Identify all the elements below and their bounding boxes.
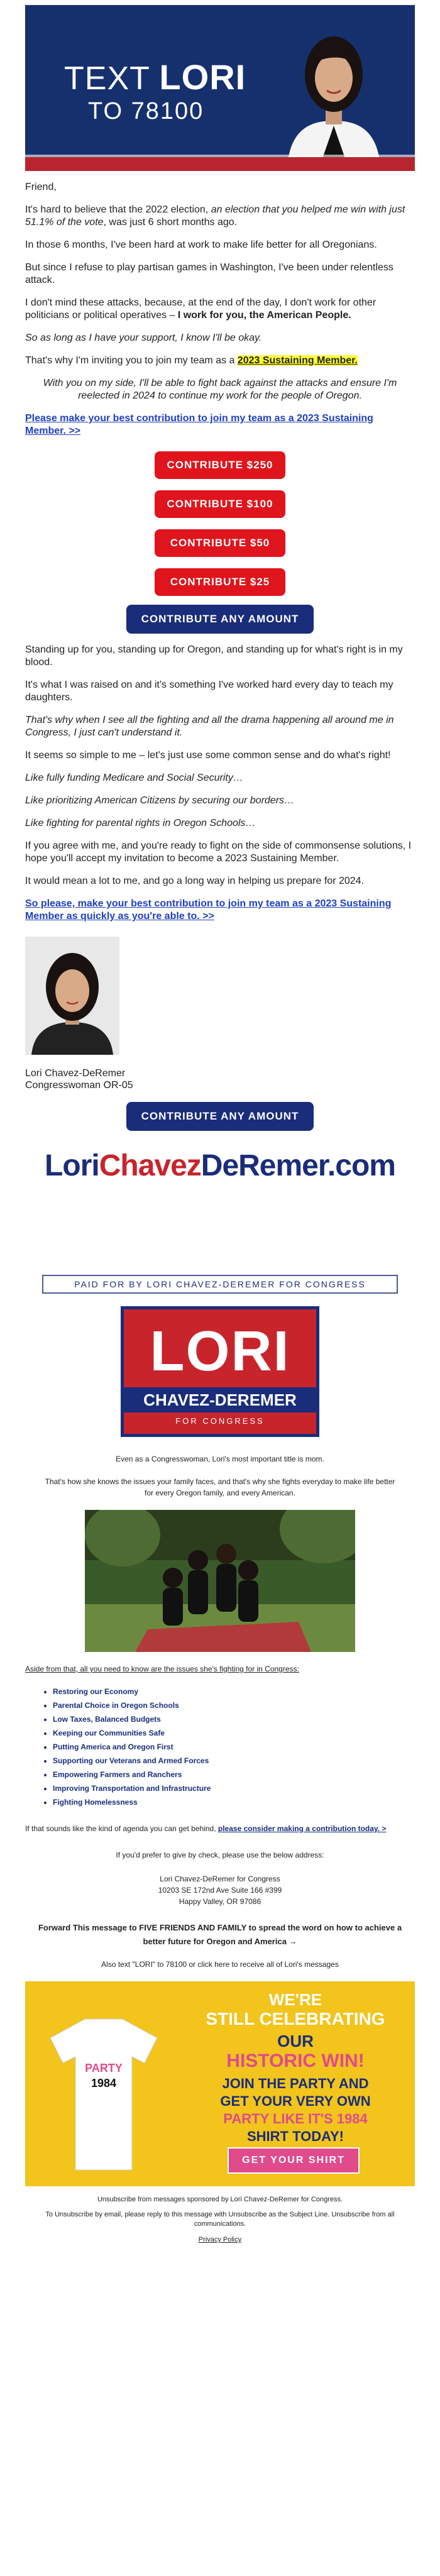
list-item: • Empowering Farmers and Ranchers (53, 1768, 415, 1781)
candidate-photo (274, 20, 393, 171)
paragraph: It seems so simple to me – let's just use some common sense and do what's right! (25, 750, 391, 761)
list-item: • Parental Choice in Oregon Schools (53, 1698, 415, 1712)
text-lori-banner[interactable] (25, 5, 415, 171)
footer-issues-intro: Aside from that, all you need to know are the issues she's fighting for in Congress: (25, 1665, 299, 1673)
paragraph: If you agree with me, and you're ready to fight on the side of commonsense solutions, I hope you'll accept my invitation to become a 2023 Sustaining Member. (25, 840, 412, 864)
contribute-250-button[interactable]: CONTRIBUTE $250 (155, 451, 285, 479)
sustaining-member-highlight: 2023 Sustaining Member. (237, 355, 358, 366)
footer-family: That's how she knows the issues your family faces, and that's why she fights everyday to make life better for every Oregon family, and every American. (45, 1477, 395, 1497)
contribute-link-1[interactable]: Please make your best contribution to join my team as a 2023 Sustaining Member. >> (25, 413, 373, 436)
forward-message: Forward This message to FIVE FRIENDS AND FAMILY to spread the word on how to achieve a better future for Oregon and America → (38, 1923, 402, 1946)
email-body (25, 5, 415, 2245)
footer-check: If you'd prefer to give by check, please use the below address: (116, 1851, 324, 1859)
list-item: • Low Taxes, Balanced Budgets (53, 1712, 415, 1726)
footer-mom: Even as a Congresswoman, Lori's most important title is mom. (116, 1455, 324, 1463)
contribute-50-button[interactable]: CONTRIBUTE $50 (155, 529, 285, 557)
quote-paragraph: With you on my side, I'll be able to fight back against the attacks and ensure I'm reelected in 2024 to continue my work for the people of Oregon. (43, 378, 397, 401)
paid-for-by-notice: PAID FOR BY LORI CHAVEZ-DEREMER FOR CONGRESS (42, 1275, 398, 1294)
list-item: • Improving Transportation and Infrastructure (53, 1781, 415, 1795)
list-item: • Restoring our Economy (53, 1685, 415, 1698)
contribute-link-2[interactable]: So please, make your best contribution to join my team as a 2023 Sustaining Member as quickly as you're able to. >> (25, 898, 392, 922)
paragraph: But since I refuse to play partisan games in Washington, I've been under relentless attack. (25, 262, 393, 285)
paragraph: In those 6 months, I've been hard at work to make life better for all Oregonians. (25, 239, 377, 250)
campaign-logo: LORI CHAVEZ-DEREMER FOR CONGRESS (121, 1306, 319, 1437)
paragraph: Like fully funding Medicare and Social Security… (25, 773, 243, 783)
tshirt-word: PARTY (85, 2062, 123, 2074)
contribute-today-link[interactable]: please consider making a contribution today. > (217, 1824, 387, 1833)
paragraph: That's why when I see all the fighting and all the drama happening all around me in Congress, I just can't understand it. (25, 715, 394, 738)
list-item: • Keeping our Communities Safe (53, 1726, 415, 1740)
paragraph: It's what I was raised on and it's something I've worked hard every day to teach my daughters. (25, 680, 393, 703)
banner-name: LORI (159, 57, 246, 97)
contribute-any-amount-button-2[interactable]: CONTRIBUTE ANY AMOUNT (126, 1102, 314, 1131)
issues-list (25, 1685, 415, 1809)
signature-title: Congresswoman OR-05 (25, 1080, 133, 1091)
shirt-promo-banner[interactable]: PARTY 1984 WE'RE STILL CELEBRATING OUR HISTORIC WIN! JOIN THE PARTY AND GET YOUR VERY OWN PARTY LIKE IT'S 1984 SHIRT TODAY! GET YOUR SHIRT (25, 1981, 415, 2186)
family-photo (85, 1510, 355, 1652)
mailing-address: Lori Chavez-DeRemer for Congress 10203 SE 172nd Ave Suite 166 #399 Happy Valley, OR 97086 (158, 1874, 282, 1906)
paragraph: It would mean a lot to me, and go a long way in helping us prepare for 2024. (25, 876, 365, 886)
list-item: • Supporting our Veterans and Armed Forces (53, 1754, 415, 1768)
paragraph: So as long as I have your support, I know I'll be okay. (25, 333, 262, 343)
paragraph: Standing up for you, standing up for Oregon, and standing up for what's right is in my blood. (25, 644, 403, 668)
website-logo[interactable]: LoriChavezDeRemer.com (45, 1149, 395, 1182)
unsubscribe-sponsor[interactable]: Unsubscribe from messages sponsored by Lori Chavez-DeRemer for Congress. (97, 2196, 343, 2203)
contribute-100-button[interactable]: CONTRIBUTE $100 (155, 490, 285, 518)
text-lori-link[interactable]: Also text "LORI" to 78100 or click here to receive all of Lori's messages (101, 1960, 339, 1969)
banner-text-line: TEXT LORI (64, 57, 246, 97)
contribute-any-amount-button[interactable]: CONTRIBUTE ANY AMOUNT (126, 605, 314, 634)
paragraph: Like prioritizing American Citizens by securing our borders… (25, 795, 295, 806)
contribute-buttons (25, 451, 415, 634)
list-item: • Fighting Homelessness (53, 1795, 415, 1809)
greeting: Friend, (25, 182, 57, 192)
paragraph: That's why I'm inviting you to join my team as a 2023 Sustaining Member. (25, 355, 358, 366)
get-shirt-button[interactable]: GET YOUR SHIRT (228, 2147, 360, 2174)
unsubscribe-email[interactable]: To Unsubscribe by email, please reply to this message with Unsubscribe as the Subject Line. Unsubscribe from all communications. (45, 2211, 395, 2228)
signature-photo (25, 937, 119, 1055)
signature-name: Lori Chavez-DeRemer (25, 1068, 126, 1079)
list-item: • Putting America and Oregon First (53, 1740, 415, 1754)
paragraph: I don't mind these attacks, because, at the end of the day, I don't work for other politicians or political operatives – I work for you, the American People. (25, 297, 377, 321)
footer-agenda: If that sounds like the kind of agenda you can get behind, please consider making a contribution today. > (25, 1824, 387, 1833)
banner-shortcode: TO 78100 (88, 98, 204, 124)
tshirt-year: 1984 (91, 2077, 117, 2089)
contribute-25-button[interactable]: CONTRIBUTE $25 (155, 568, 285, 596)
privacy-policy-link[interactable]: Privacy Policy (198, 2236, 242, 2243)
paragraph: It's hard to believe that the 2022 election, an election that you helped me win with just 51.1% of the vote, was just 6 short months ago. (25, 204, 405, 228)
paragraph: Like fighting for parental rights in Oregon Schools… (25, 818, 256, 828)
